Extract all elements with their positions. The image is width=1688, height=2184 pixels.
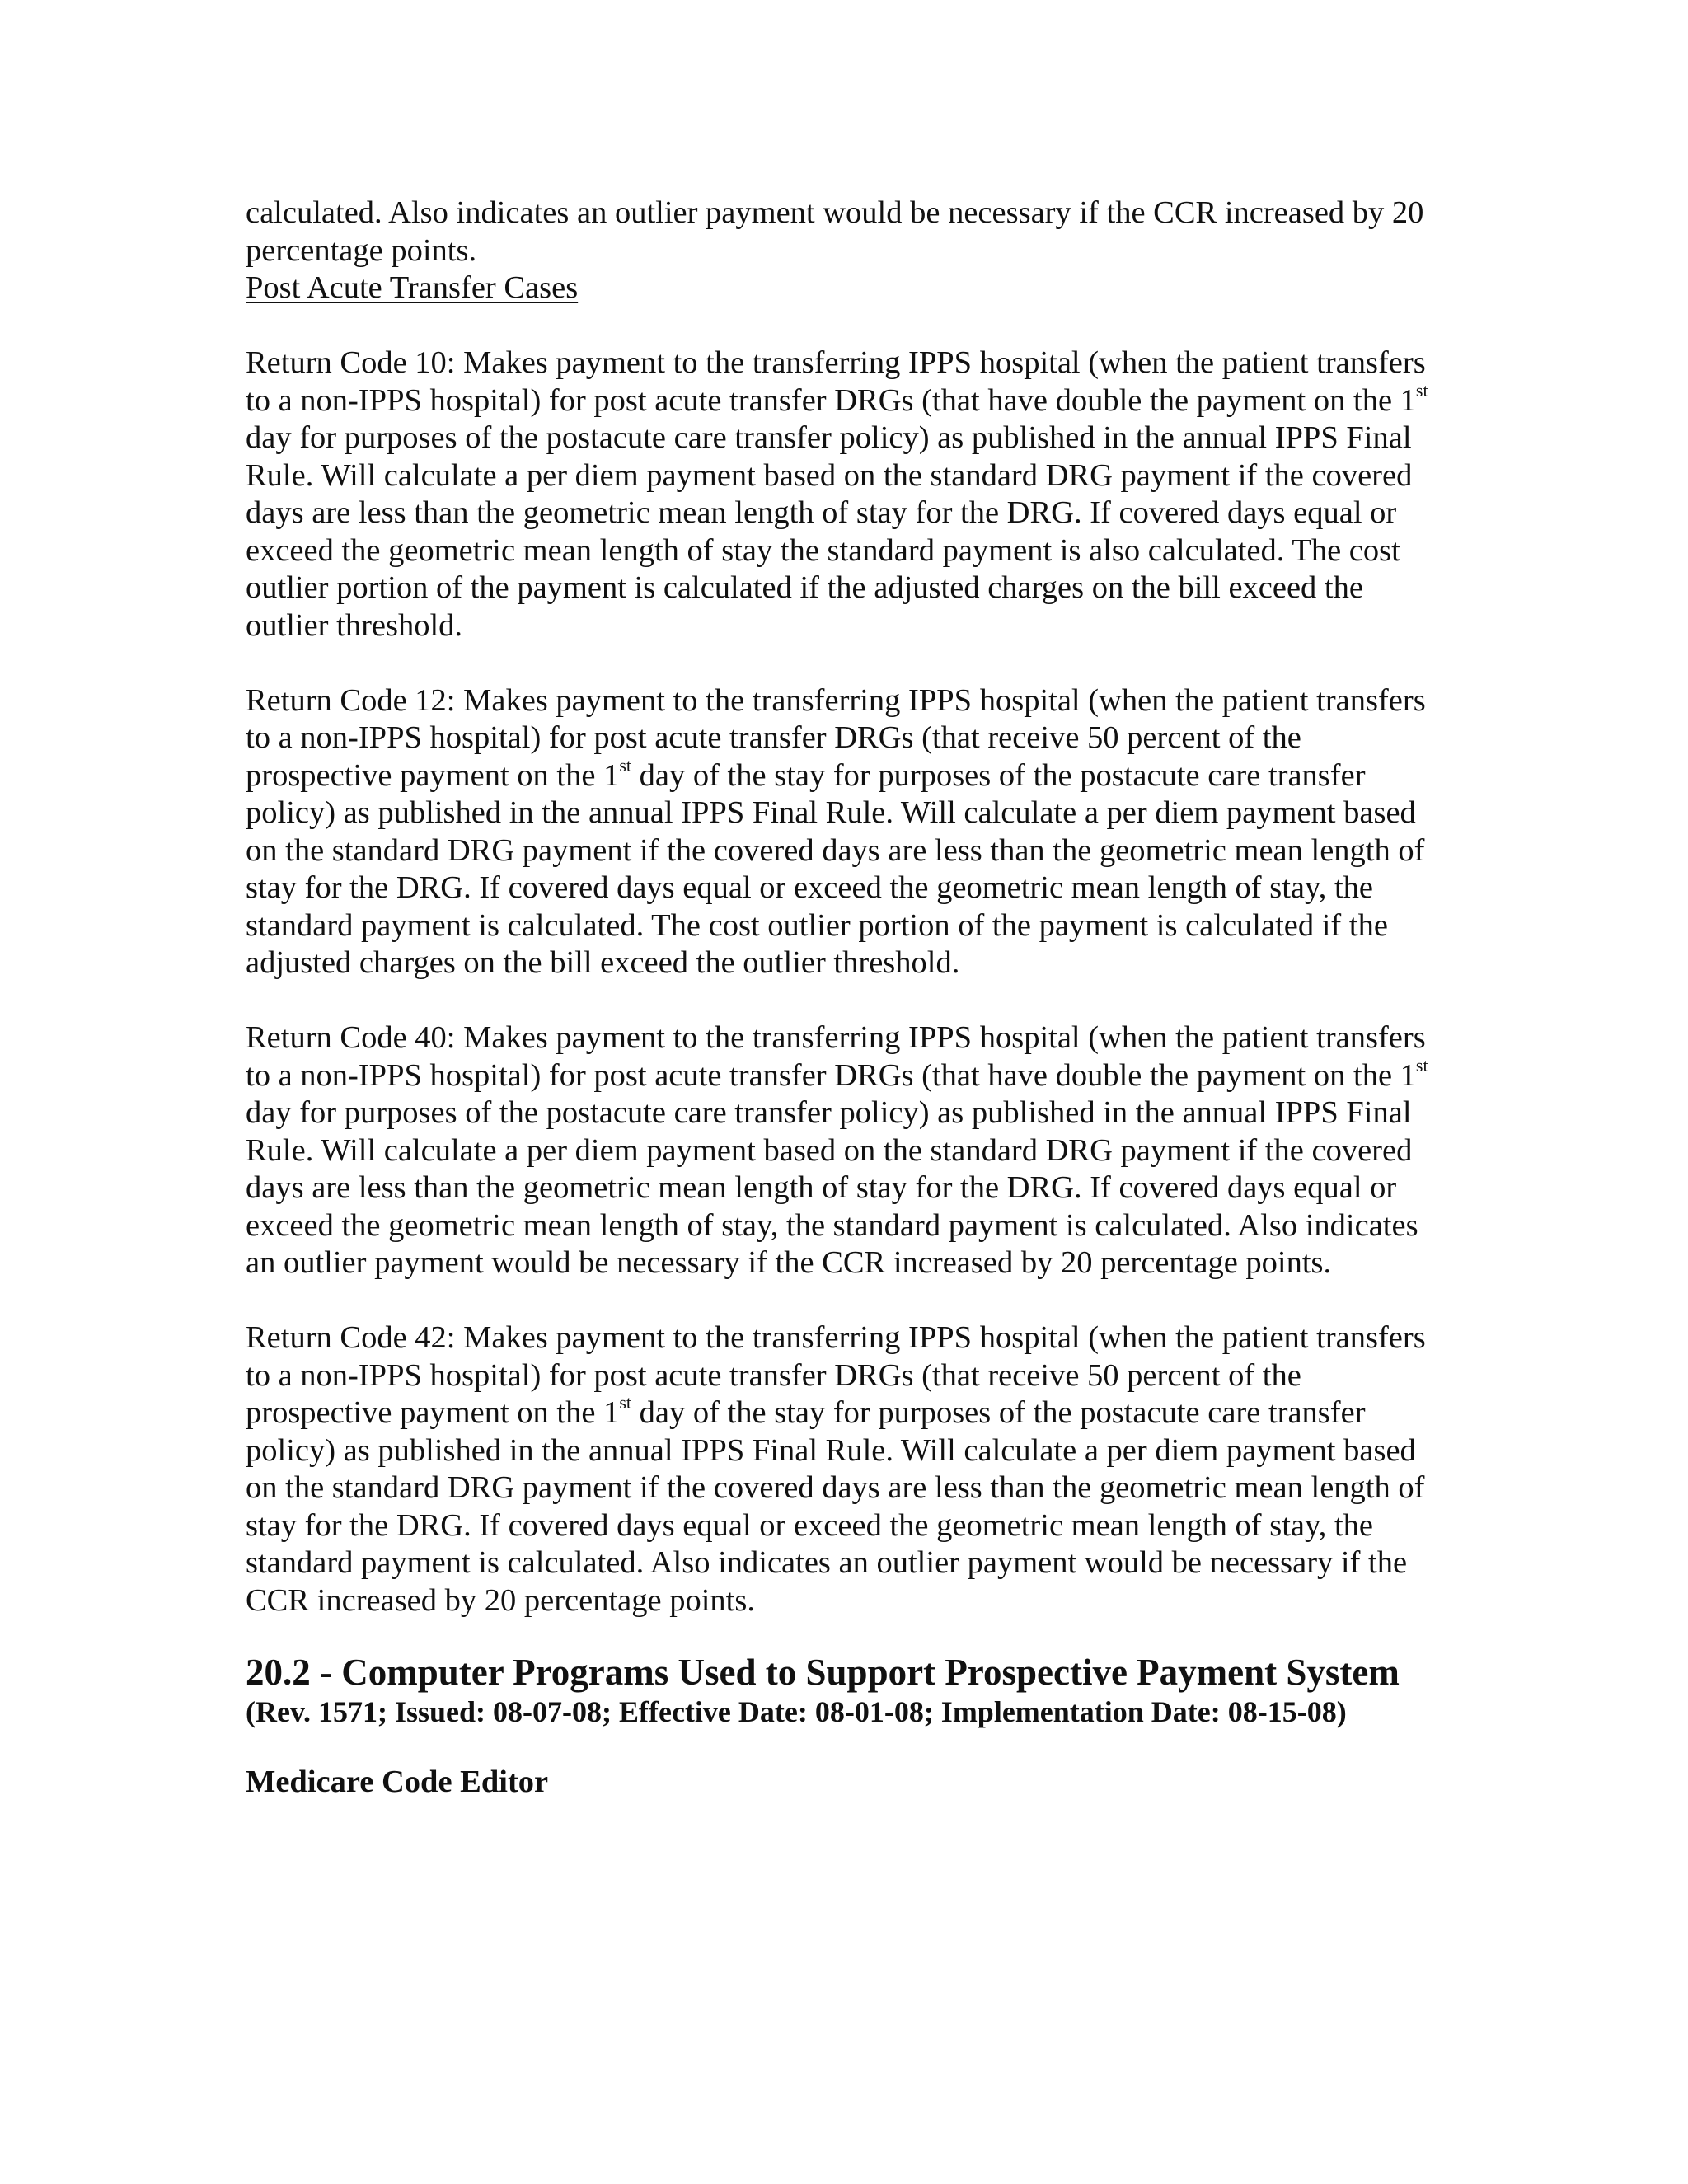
return-code-42-text-end: day of the stay for purposes of the postacute care transfer policy) as published in the annual IPPS Final Rule. Will calculate a per diem payment based on the standard DRG payment if the covered days are less than the geometric mean length of stay for the DRG. If covered days equal or exceed the geometric mean length of stay, the standard payment is calculated. Also indicates an outlier payment would be necessary if the CCR increased by 20 percentage points. [246,1395,1425,1618]
ordinal-suffix: st [1415,1054,1428,1076]
ordinal-suffix: st [619,754,632,776]
return-code-12-text-start: Return Code 12: Makes payment to the transferring IPPS hospital (when the patient transfers to a non-IPPS hospital) for post acute transfer DRGs (that receive 50 percent of the prospective payment on the 1 [246,682,1426,793]
section-title: 20.2 - Computer Programs Used to Support Prospective Payment System [246,1652,1400,1693]
ordinal-suffix: st [619,1392,632,1413]
return-code-12-text-end: day of the stay for purposes of the postacute care transfer policy) as published in the annual IPPS Final Rule. Will calculate a per diem payment based on the standard DRG payment if the covered days are less than the geometric mean length of stay for the DRG. If covered days equal or exceed the geometric mean length of stay, the standard payment is calculated. The cost outlier portion of the payment is calculated if the adjusted charges on the bill exceed the outlier threshold. [246,757,1425,980]
document-page [246,194,1449,1802]
return-code-10-paragraph [246,344,1449,644]
ordinal-suffix: st [1415,379,1428,401]
return-code-42-text-start: Return Code 42: Makes payment to the transferring IPPS hospital (when the patient transfers to a non-IPPS hospital) for post acute transfer DRGs (that receive 50 percent of the prospective payment on the 1 [246,1320,1426,1430]
post-acute-transfer-heading: Post Acute Transfer Cases [246,270,579,305]
return-code-40-paragraph [246,1019,1449,1282]
medicare-code-editor-heading: Medicare Code Editor [246,1765,549,1799]
section-revision-info: (Rev. 1571; Issued: 08-07-08; Effective Date: 08-01-08; Implementation Date: 08-15-08) [246,1695,1347,1728]
return-code-40-text-start: Return Code 40: Makes payment to the transferring IPPS hospital (when the patient transfers to a non-IPPS hospital) for post acute transfer DRGs (that have double the payment on the 1 [246,1020,1426,1093]
return-code-10-text-end: day for purposes of the postacute care transfer policy) as published in the annual IPPS Final Rule. Will calculate a per diem payment based on the standard DRG payment if the covered days are less than the geometric mean length of stay for the DRG. If covered days equal or exceed the geometric mean length of stay the standard payment is also calculated. The cost outlier portion of the payment is calculated if the adjusted charges on the bill exceed the outlier threshold. [246,420,1413,643]
return-code-40-text-end: day for purposes of the postacute care transfer policy) as published in the annual IPPS Final Rule. Will calculate a per diem payment based on the standard DRG payment if the covered days are less than the geometric mean length of stay for the DRG. If covered days equal or exceed the geometric mean length of stay, the standard payment is calculated. Also indicates an outlier payment would be necessary if the CCR increased by 20 percentage points. [246,1095,1418,1280]
return-code-42-paragraph [246,1319,1449,1619]
intro-paragraph: calculated. Also indicates an outlier payment would be necessary if the CCR increased by 20 percentage points. [246,195,1424,268]
return-code-12-paragraph [246,682,1449,982]
return-code-10-text-start: Return Code 10: Makes payment to the transferring IPPS hospital (when the patient transfers to a non-IPPS hospital) for post acute transfer DRGs (that have double the payment on the 1 [246,345,1426,418]
